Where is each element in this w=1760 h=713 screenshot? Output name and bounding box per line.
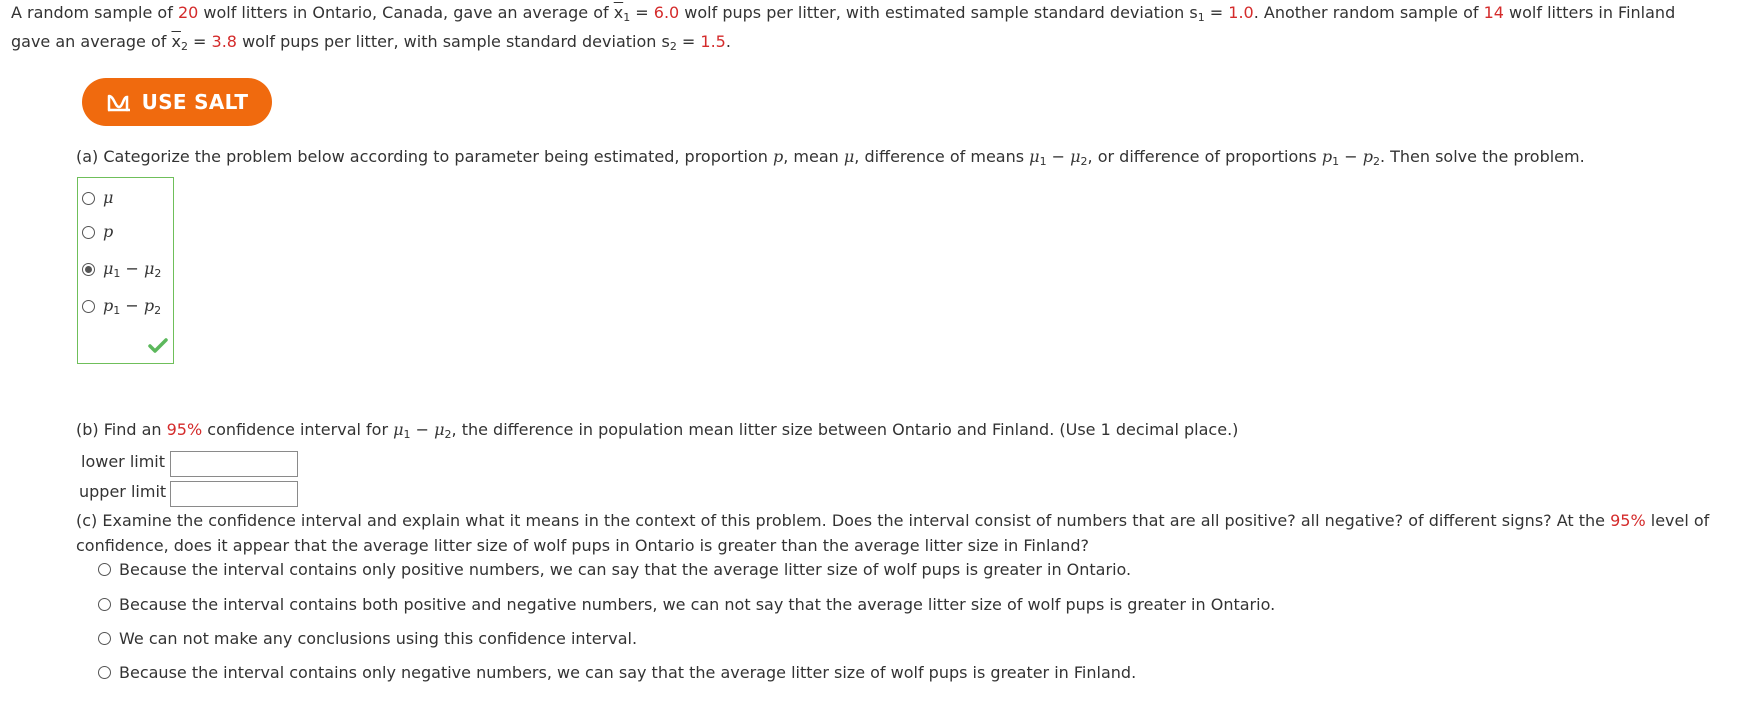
p-symbol: p (1321, 147, 1333, 166)
subscript: 1 (1197, 11, 1205, 24)
radio-p[interactable] (82, 226, 95, 239)
use-salt-button[interactable] (82, 78, 272, 126)
confidence-level: 95% (166, 420, 203, 439)
prompt-text: , mean (783, 147, 844, 166)
sample-mean-1: 6.0 (653, 3, 680, 22)
s2-symbol: s (661, 32, 670, 51)
option-label: p (103, 296, 114, 315)
option-p[interactable] (82, 222, 113, 242)
sample-sd-1: 1.0 (1228, 3, 1254, 22)
radio-mu[interactable] (82, 192, 95, 205)
prompt-text: (a) Categorize the problem below according to parameter being estimated, proportion (76, 147, 773, 166)
p-symbol: p (772, 147, 784, 166)
correct-check-icon (148, 338, 168, 354)
prompt-text: , the difference in population mean litter size between Ontario and Finland. (Use 1 decimal place.) (451, 420, 1239, 439)
subscript: 2 (180, 40, 188, 53)
option-label: p (103, 222, 114, 241)
problem-text: . Another random sample of (1253, 3, 1484, 22)
upper-limit-label: upper limit (79, 482, 167, 501)
radio-p1-minus-p2[interactable] (82, 300, 95, 313)
problem-text: wolf litters in Finland (1503, 3, 1676, 22)
equals: = (630, 3, 654, 22)
equals: = (1204, 3, 1229, 22)
subscript: 1 (113, 267, 121, 280)
problem-text: A random sample of (11, 3, 178, 22)
conclusion-option-4[interactable] (98, 662, 1136, 684)
prompt-text: . Then solve the problem. (1379, 147, 1585, 166)
part-c-prompt-line-2 (76, 535, 1089, 557)
confidence-level: 95% (1610, 511, 1646, 530)
sample-size-2: 14 (1483, 3, 1504, 22)
subscript: 1 (113, 304, 121, 317)
prompt-text: confidence interval for (202, 420, 394, 439)
conclusion-option-1[interactable] (98, 559, 1131, 581)
subscript: 2 (444, 428, 452, 441)
subscript: 1 (623, 11, 631, 24)
mu-symbol: μ (1070, 147, 1081, 166)
prompt-text: , or difference of proportions (1087, 147, 1322, 166)
mu-symbol: μ (1029, 147, 1040, 166)
minus: − (1046, 147, 1071, 166)
part-c-prompt-line-1 (76, 510, 1709, 532)
s1-symbol: s (1189, 3, 1198, 22)
upper-limit-input[interactable] (170, 481, 298, 507)
option-label: Because the interval contains only positive numbers, we can say that the average litter size of wolf pups is greater in Ontario. (119, 560, 1132, 579)
radio-conclusion-3[interactable] (98, 632, 111, 645)
subscript: 1 (1039, 155, 1047, 168)
radio-conclusion-1[interactable] (98, 563, 111, 576)
distribution-curve-icon (106, 91, 132, 113)
minus: − (410, 420, 435, 439)
lower-limit-input[interactable] (170, 451, 298, 477)
problem-text-line-1 (11, 2, 1675, 24)
xbar2-symbol: $\overline{x}$ (171, 32, 181, 51)
prompt-text: confidence, does it appear that the average litter size of wolf pups in Ontario is greater than the average litter size in Finland? (76, 536, 1090, 555)
radio-conclusion-2[interactable] (98, 598, 111, 611)
prompt-text: , difference of means (854, 147, 1030, 166)
problem-text: . (725, 32, 731, 51)
xbar1-symbol: $\overline{x}$ (613, 3, 624, 22)
problem-text: wolf pups per litter, with sample standard deviation (236, 32, 662, 51)
problem-text: gave an average of (11, 32, 172, 51)
mu-symbol: μ (843, 147, 855, 166)
sample-size-1: 20 (177, 3, 199, 22)
part-b-prompt (76, 419, 1238, 441)
option-label: Because the interval contains only negative numbers, we can say that the average litter size of wolf pups is greater in Finland. (119, 663, 1137, 682)
p-symbol: p (1362, 147, 1373, 166)
minus: − (1339, 147, 1363, 166)
problem-text: wolf litters in Ontario, Canada, gave an average of (198, 3, 614, 22)
equals: = (676, 32, 701, 51)
option-label: p (143, 296, 155, 315)
option-label: Because the interval contains both positive and negative numbers, we can not say that the average litter size of wolf pups is greater in Ontario. (119, 595, 1276, 614)
sample-mean-2: 3.8 (211, 32, 237, 51)
prompt-text: level of (1645, 511, 1710, 530)
option-label: μ (103, 259, 114, 278)
conclusion-option-3[interactable] (98, 628, 637, 650)
option-p1-minus-p2[interactable] (82, 296, 161, 316)
radio-conclusion-4[interactable] (98, 666, 111, 679)
minus: − (120, 296, 144, 315)
subscript: 2 (154, 304, 162, 317)
option-mu[interactable] (82, 188, 113, 208)
option-label: We can not make any conclusions using this confidence interval. (119, 629, 638, 648)
subscript: 2 (1372, 155, 1380, 168)
option-mu1-minus-mu2[interactable] (82, 259, 161, 279)
mu-symbol: μ (434, 420, 445, 439)
use-salt-label: USE SALT (141, 90, 249, 114)
part-a-prompt (76, 146, 1585, 168)
sample-sd-2: 1.5 (700, 32, 726, 51)
equals: = (187, 32, 212, 51)
subscript: 2 (669, 40, 677, 53)
subscript: 2 (1080, 155, 1088, 168)
radio-mu1-minus-mu2[interactable] (82, 263, 95, 276)
subscript: 1 (1332, 155, 1340, 168)
subscript: 1 (403, 428, 411, 441)
minus: − (120, 259, 144, 278)
conclusion-option-2[interactable] (98, 594, 1275, 616)
mu-symbol: μ (393, 420, 404, 439)
prompt-text: (b) Find an (76, 420, 167, 439)
parameter-choice-group (77, 177, 174, 364)
option-label: μ (143, 259, 155, 278)
problem-text: wolf pups per litter, with estimated sample standard deviation (679, 3, 1190, 22)
subscript: 2 (154, 267, 162, 280)
option-label: μ (103, 188, 114, 207)
prompt-text: (c) Examine the confidence interval and explain what it means in the context of this problem. Does the interval consist of numbers that are all positive? all negative? of different signs? At the (76, 511, 1611, 530)
lower-limit-label: lower limit (81, 452, 166, 471)
problem-text-line-2 (11, 31, 731, 53)
